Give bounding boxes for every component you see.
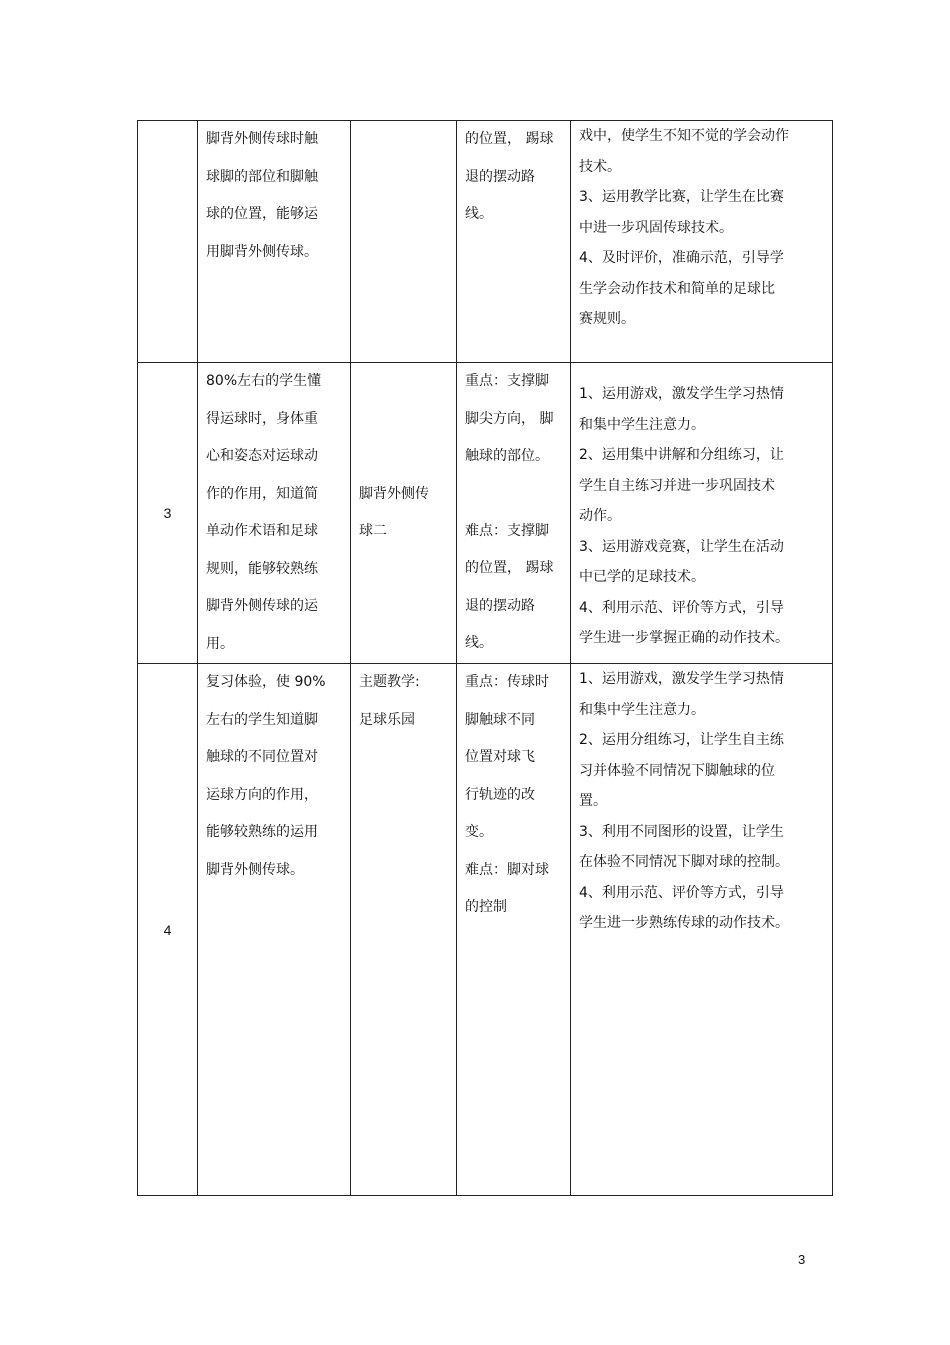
teaching-content-cell [351, 664, 457, 1196]
cell-text-line: 习并体验不同情况下脚触球的位 [579, 762, 775, 779]
cell-text-line: 位置对球飞 [465, 749, 535, 765]
teaching-content-cell [351, 121, 457, 363]
cell-text-line: 中进一步巩固传球技术。 [579, 219, 733, 236]
lesson-number-cell: 3 [138, 363, 198, 664]
cell-text-line: 置。 [579, 793, 607, 809]
table-row [138, 121, 833, 363]
teaching-content-cell [351, 363, 457, 664]
cell-text-line: 左右的学生知道脚 [206, 711, 318, 728]
cell-text-line: 4、利用示范、评价等方式，引导 [579, 599, 784, 616]
cell-text-line: 变。 [465, 824, 493, 840]
lesson-plan-table [137, 120, 833, 1196]
cell-text-line: 3、运用教学比赛，让学生在比赛 [579, 189, 784, 205]
cell-text-line: 和集中学生注意力。 [579, 416, 705, 433]
cell-text-line: 3、利用不同图形的设置，让学生 [579, 823, 784, 840]
cell-text-line: 戏中，使学生不知不觉的学会动作 [579, 128, 789, 144]
cell-text-line: 难点：脚对球 [465, 861, 549, 878]
cell-text-line: 作的作用，知道简 [206, 485, 318, 502]
cell-text-line: 触球的不同位置对 [206, 749, 318, 765]
cell-text-line: 用脚背外侧传球。 [206, 243, 318, 260]
cell-text-line: 用。 [206, 635, 234, 652]
cell-text-line: 心和姿态对运球动 [206, 448, 318, 464]
cell-text-line: 线。 [465, 635, 493, 651]
cell-text-line: 脚尖方向， 脚 [465, 410, 554, 427]
cell-text-line: 80%左右的学生懂 [206, 373, 322, 389]
cell-text-line: 和集中学生注意力。 [579, 701, 705, 718]
table-row [138, 664, 833, 1196]
cell-text-line: 2、运用分组练习，让学生自主练 [579, 732, 784, 748]
cell-text-line: 球的位置，能够运 [206, 206, 318, 222]
cell-text-line: 复习体验，使 90% [206, 674, 326, 690]
cell-text-line: 球二 [359, 523, 387, 539]
teaching-methods-cell [571, 121, 833, 363]
page-number: 3 [798, 1252, 806, 1267]
cell-text-line: 的位置， 踢球 [465, 560, 554, 576]
cell-text-line: 主题教学: [359, 674, 420, 690]
cell-text-line: 学生进一步掌握正确的动作技术。 [579, 630, 789, 646]
cell-text-line: 退的摆动路 [465, 597, 535, 614]
cell-text-line: 赛规则。 [579, 311, 635, 327]
lesson-number-cell [138, 121, 198, 363]
cell-text-line: 的控制 [465, 899, 507, 915]
cell-text-line: 生学会动作技术和简单的足球比 [579, 280, 775, 297]
cell-text-line: 脚背外侧传球的运 [206, 598, 318, 614]
key-points-cell [457, 121, 571, 363]
cell-text-line: 重点：支撑脚 [465, 373, 549, 389]
key-points-cell [457, 664, 571, 1196]
cell-text-line: 4、及时评价，准确示范，引导学 [579, 250, 784, 266]
cell-text-line: 单动作术语和足球 [206, 523, 318, 539]
cell-text-line: 足球乐园 [359, 711, 415, 728]
cell-text-line: 规则，能够较熟练 [206, 560, 318, 577]
cell-text-line: 在体验不同情况下脚对球的控制。 [579, 854, 789, 870]
cell-text-line: 动作。 [579, 508, 621, 524]
cell-text-line: 学生进一步熟练传球的动作技术。 [579, 915, 789, 931]
teaching-goal-cell [198, 363, 351, 664]
cell-text-line: 球脚的部位和脚触 [206, 168, 318, 185]
cell-text-line: 4、利用示范、评价等方式，引导 [579, 884, 784, 901]
cell-text-line: 学生自主练习并进一步巩固技术 [579, 477, 775, 494]
cell-text-line: 行轨迹的改 [465, 786, 535, 803]
teaching-methods-cell [571, 363, 833, 664]
cell-text-line: 触球的部位。 [465, 448, 549, 464]
cell-text-line: 中已学的足球技术。 [579, 569, 705, 585]
teaching-goal-cell [198, 664, 351, 1196]
key-points-cell [457, 363, 571, 664]
cell-text-line: 脚背外侧传球时触 [206, 131, 318, 147]
cell-text-line: 能够较熟练的运用 [206, 824, 318, 840]
cell-text-line: 1、运用游戏，激发学生学习热情 [579, 671, 784, 687]
cell-text-line: 运球方向的作用， [206, 786, 318, 803]
cell-text-line: 的位置， 踢球 [465, 131, 554, 147]
cell-text-line: 脚背外侧传球。 [206, 861, 304, 878]
table-row [138, 363, 833, 664]
cell-text-line: 得运球时，身体重 [206, 410, 318, 427]
cell-text-line: 脚触球不同 [465, 711, 535, 728]
cell-text-line: 1、运用游戏，激发学生学习热情 [579, 386, 784, 402]
cell-text-line: 退的摆动路 [465, 168, 535, 185]
cell-text-line: 3、运用游戏竞赛，让学生在活动 [579, 538, 784, 555]
lesson-number-cell: 4 [138, 664, 198, 1196]
cell-text-line: 难点：支撑脚 [465, 522, 549, 539]
cell-text-line: 2、运用集中讲解和分组练习，让 [579, 447, 784, 463]
cell-text-line: 技术。 [579, 158, 621, 175]
cell-text-line: 脚背外侧传 [359, 486, 429, 502]
cell-text-line: 重点：传球时 [465, 674, 549, 690]
teaching-methods-cell [571, 664, 833, 1196]
teaching-goal-cell [198, 121, 351, 363]
cell-text-line: 线。 [465, 206, 493, 222]
